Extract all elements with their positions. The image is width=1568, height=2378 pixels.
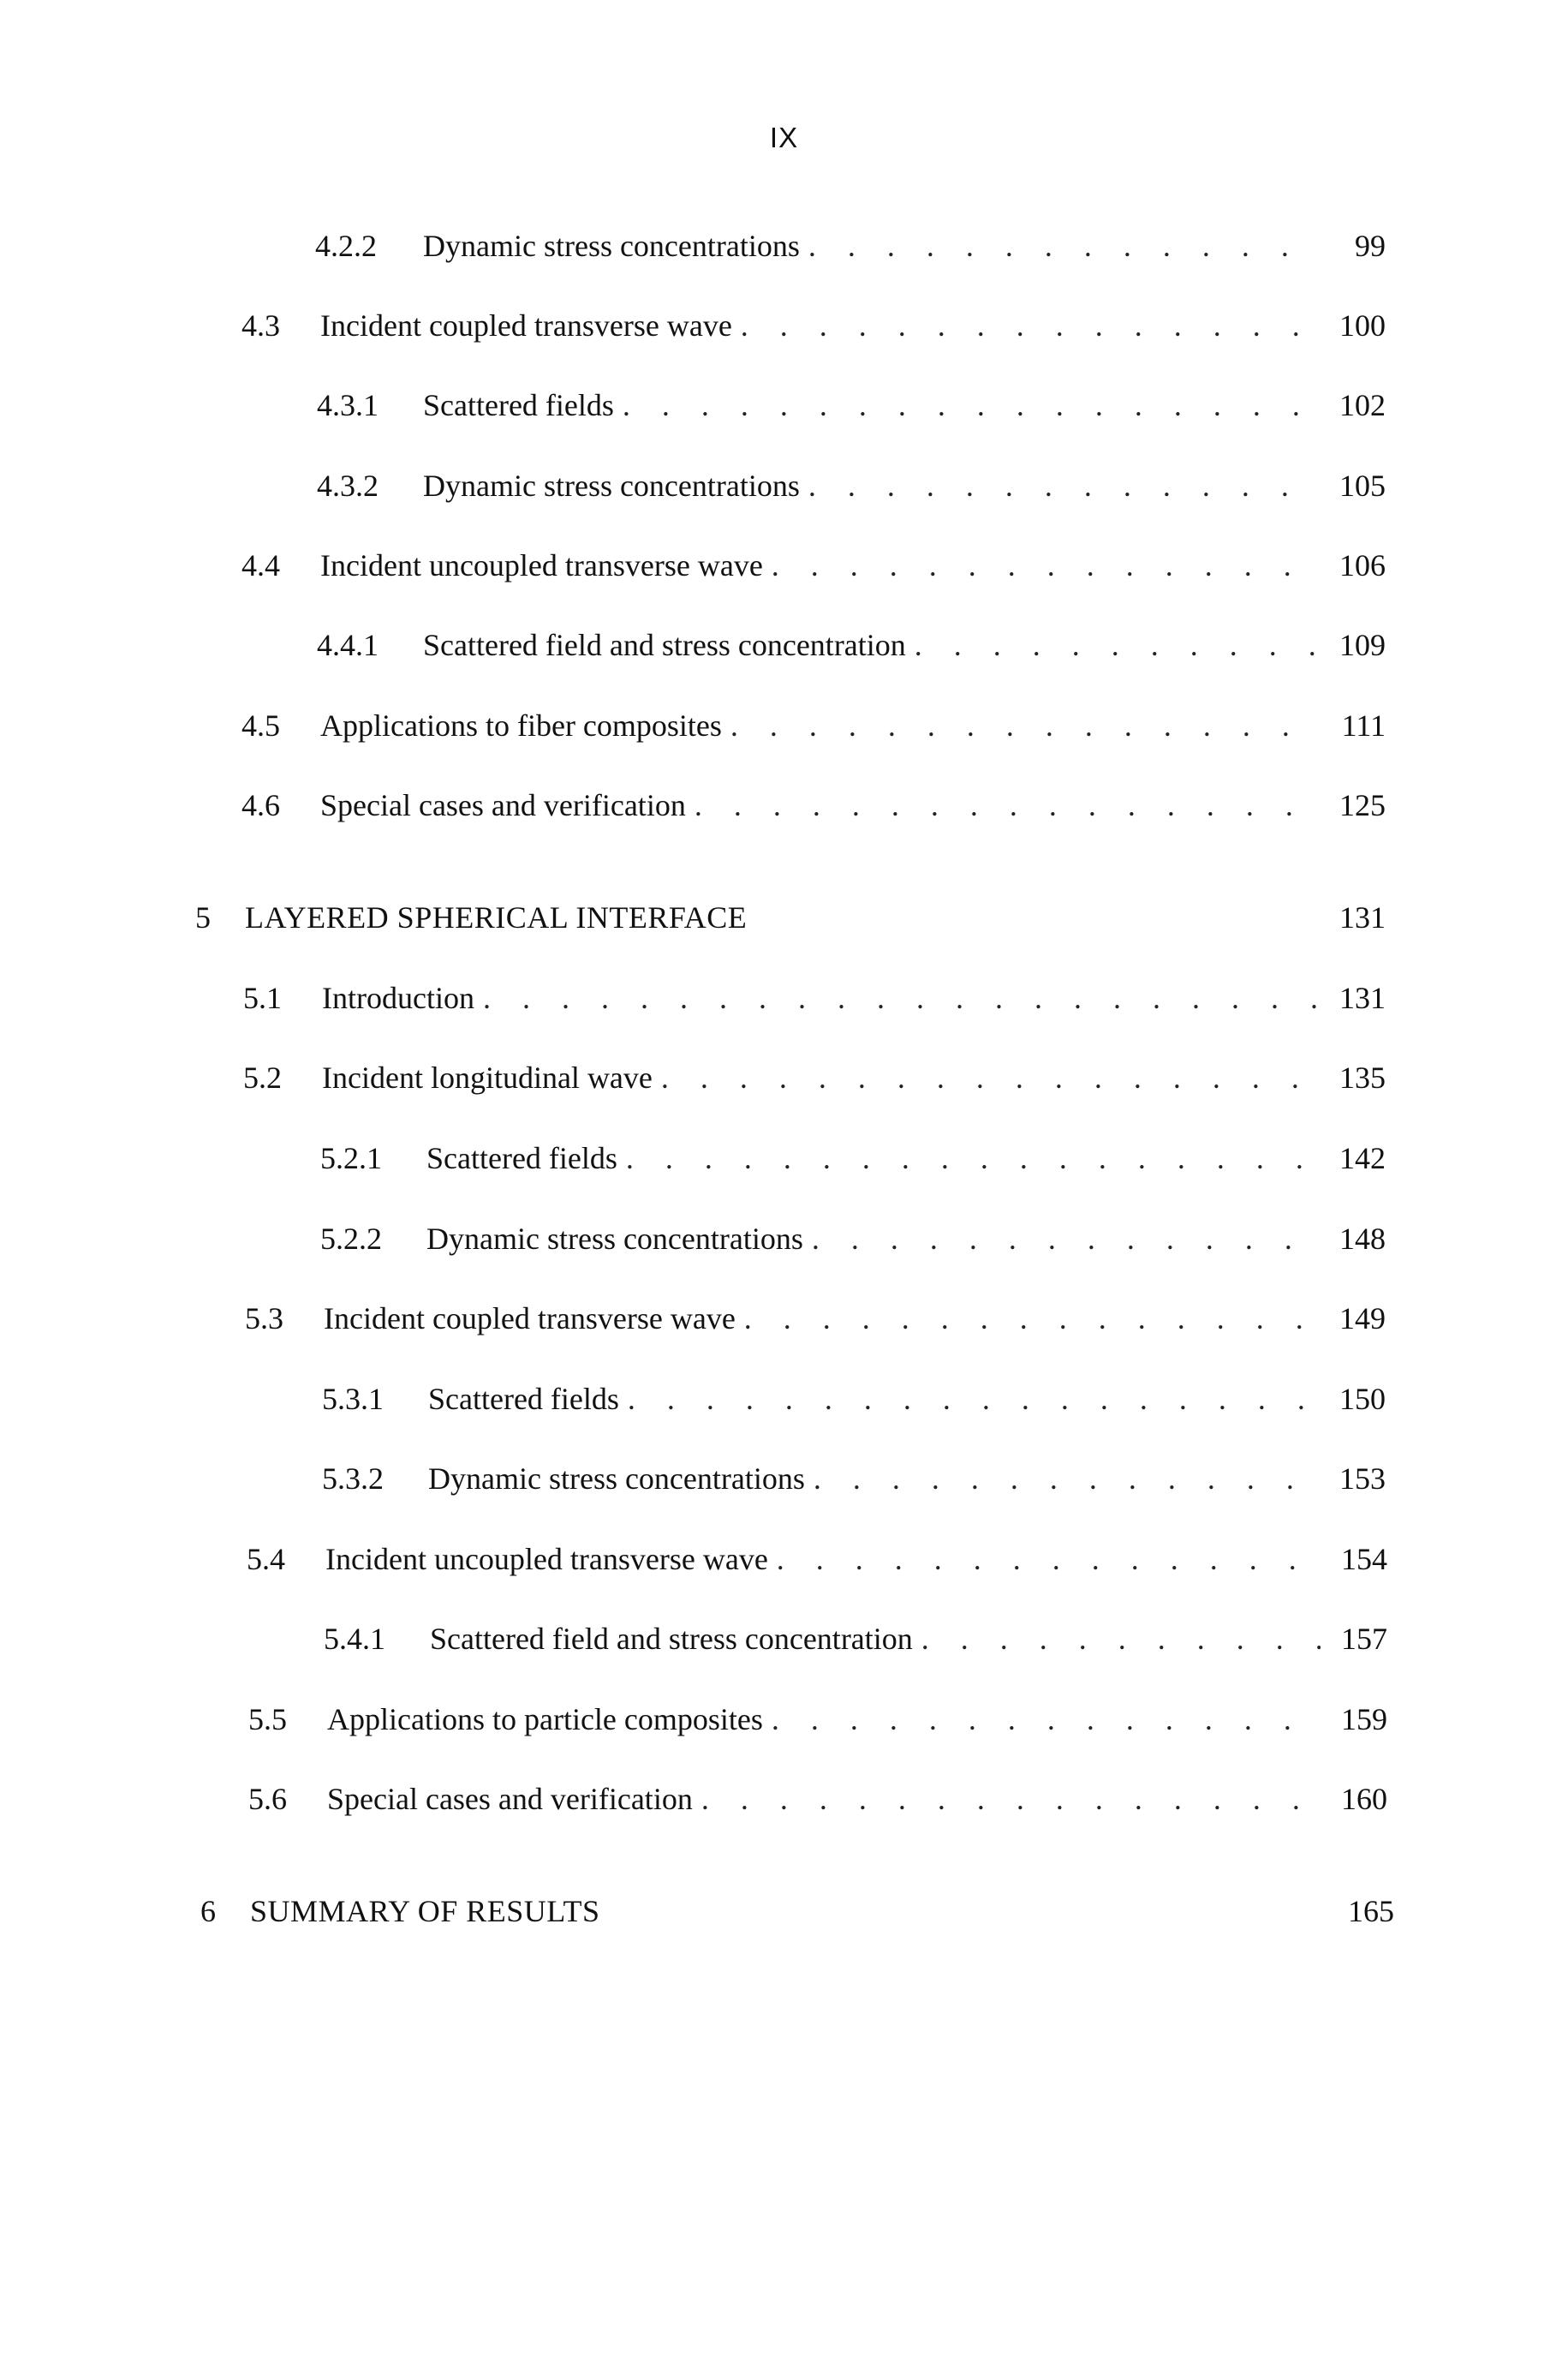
section-title: Incident uncoupled transverse wave [325,1538,777,1580]
section-title: Applications to particle composites [327,1698,772,1741]
dot-leader [741,304,1319,347]
page-number: IX [769,122,799,153]
section-number: 4.5 [241,708,280,743]
dot-leader [695,784,1319,827]
page-ref: 150 [1339,1382,1386,1416]
dot-leader [772,1698,1321,1741]
page-ref: 125 [1339,788,1386,822]
section-number: 5.3 [245,1301,283,1335]
page-ref: 106 [1339,548,1386,583]
chapter-number: 6 [200,1894,216,1928]
chapter-title: LAYERED SPHERICAL INTERFACE [245,896,755,939]
toc-entry-4-3-2[interactable] [317,464,1386,507]
toc-entry-5-2[interactable] [243,1056,1386,1099]
page-ref: 111 [1341,708,1386,743]
dot-leader [777,1538,1321,1580]
section-number: 4.4 [241,548,280,583]
section-number: 4.3 [241,308,280,343]
section-title: Dynamic stress concentrations [428,1457,814,1500]
page-ref: 142 [1339,1141,1386,1175]
page-ref: 148 [1339,1222,1386,1256]
dot-leader [483,977,1319,1019]
dot-leader [730,704,1319,747]
page-ref: 160 [1341,1782,1387,1816]
section-number: 5.4 [247,1542,285,1576]
toc-entry-5-3-1[interactable] [322,1377,1386,1420]
dot-leader [772,544,1319,587]
section-number: 5.1 [243,981,282,1015]
page-ref: 131 [1339,981,1386,1015]
section-number: 5.3.1 [322,1382,384,1416]
page-ref: 99 [1355,229,1386,263]
section-number: 5.4.1 [324,1622,385,1656]
section-number: 4.3.2 [317,469,379,503]
page-ref: 165 [1348,1894,1394,1928]
toc-entry-4-2-2[interactable] [315,224,1386,267]
toc-chapter-6[interactable] [200,1890,1394,1933]
section-number: 5.2 [243,1061,282,1095]
section-number: 5.2.1 [320,1141,382,1175]
page-ref: 159 [1341,1702,1387,1736]
page-ref: 131 [1339,900,1386,935]
page-ref: 102 [1339,388,1386,422]
chapter-number: 5 [195,900,211,935]
dot-leader [808,464,1319,507]
section-title: Dynamic stress concentrations [423,224,808,267]
section-number: 4.6 [241,788,280,822]
section-number: 4.2.2 [315,229,377,263]
page-ref: 157 [1341,1622,1387,1656]
section-title: Special cases and verification [327,1778,701,1820]
section-number: 5.6 [248,1782,287,1816]
toc-entry-5-4[interactable] [247,1538,1387,1580]
page-ref: 149 [1339,1301,1386,1335]
section-title: Scattered fields [426,1137,626,1180]
section-title: Scattered fields [428,1377,628,1420]
section-title: Dynamic stress concentrations [426,1217,812,1260]
page-ref: 105 [1339,469,1386,503]
page-ref: 135 [1339,1061,1386,1095]
section-title: Scattered field and stress concentration [423,624,915,666]
toc-entry-5-1[interactable] [243,977,1386,1019]
dot-leader [628,1377,1319,1420]
section-number: 5.2.2 [320,1222,382,1256]
dot-leader [915,624,1319,666]
section-title: Scattered field and stress concentration [430,1617,921,1660]
toc-entry-4-3[interactable] [241,304,1386,347]
toc-entry-4-3-1[interactable] [317,384,1386,427]
toc-entry-4-4-1[interactable] [317,624,1386,666]
section-title: Scattered fields [423,384,623,427]
dot-leader [626,1137,1319,1180]
toc-entry-4-5[interactable] [241,704,1386,747]
toc-entry-5-6[interactable] [248,1778,1387,1820]
dot-leader [812,1217,1319,1260]
dot-leader [744,1297,1319,1340]
page-ref: 100 [1339,308,1386,343]
section-title: Special cases and verification [320,784,695,827]
page-ref: 109 [1339,628,1386,662]
dot-leader [623,384,1319,427]
toc-entry-5-4-1[interactable] [324,1617,1387,1660]
toc-entry-5-2-2[interactable] [320,1217,1386,1260]
section-number: 4.4.1 [317,628,379,662]
page-ref: 153 [1339,1461,1386,1496]
dot-leader [808,224,1319,267]
section-title: Incident longitudinal wave [322,1056,661,1099]
section-title: Dynamic stress concentrations [423,464,808,507]
toc-entry-5-2-1[interactable] [320,1137,1386,1180]
dot-leader [701,1778,1321,1820]
section-title: Incident coupled transverse wave [324,1297,744,1340]
toc-entry-4-4[interactable] [241,544,1386,587]
section-title: Introduction [322,977,483,1019]
toc-chapter-5[interactable] [195,896,1386,939]
chapter-title: SUMMARY OF RESULTS [250,1890,608,1933]
toc-entry-5-3[interactable] [245,1297,1386,1340]
section-title: Incident uncoupled transverse wave [320,544,772,587]
toc-entry-4-6[interactable] [241,784,1386,827]
toc-entry-5-5[interactable] [248,1698,1387,1741]
section-title: Applications to fiber composites [320,704,730,747]
dot-leader [661,1056,1319,1099]
section-title: Incident coupled transverse wave [320,304,741,347]
page-ref: 154 [1341,1542,1387,1576]
toc-entry-5-3-2[interactable] [322,1457,1386,1500]
dot-leader [921,1617,1321,1660]
section-number: 5.3.2 [322,1461,384,1496]
section-number: 4.3.1 [317,388,379,422]
section-number: 5.5 [248,1702,287,1736]
dot-leader [814,1457,1319,1500]
